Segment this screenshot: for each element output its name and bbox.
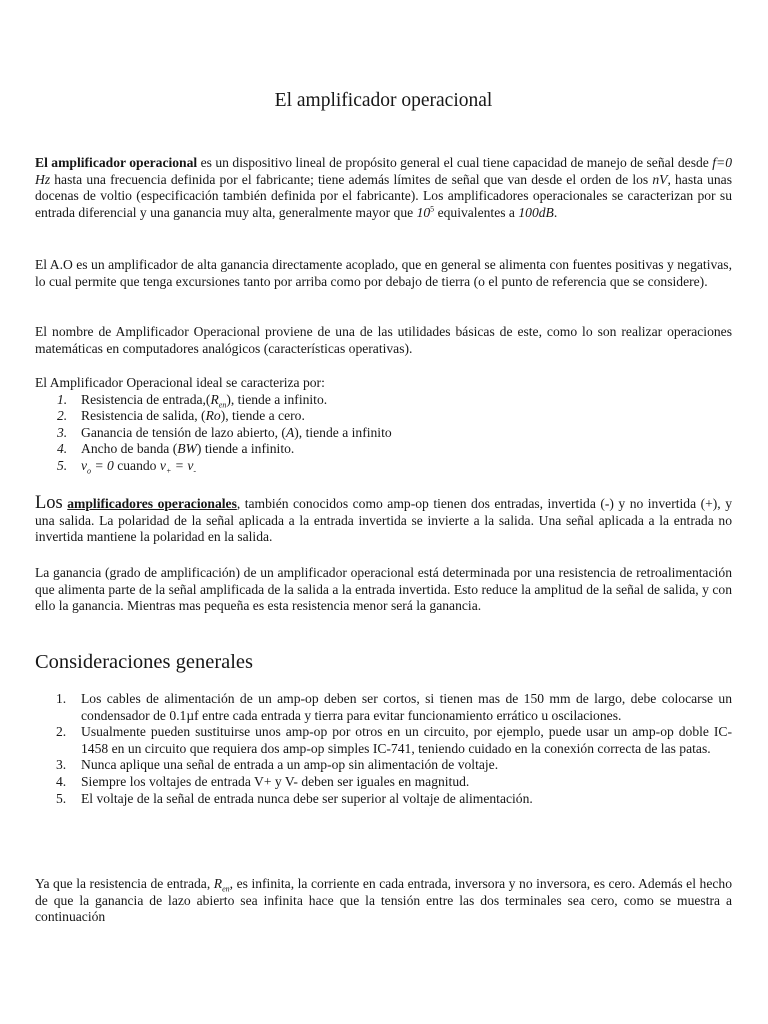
list-item xyxy=(35,757,732,774)
item-number: 2. xyxy=(57,408,68,424)
item-symbol: BW xyxy=(177,441,197,457)
eq-zero: = 0 xyxy=(91,457,114,473)
ideal-list xyxy=(35,392,732,475)
paragraph-ao: El A.O es un amplificador de alta ganancia directamente acoplado, que en general se alimenta con fuentes positivas y negativas, lo cual permite que tenga excursiones tanto por arriba como por debajo de tierra (o el punto de referencia que se considere). xyxy=(35,257,732,289)
paragraph-nombre: El nombre de Amplificador Operacional proviene de una de las utilidades básicas de este, como lo son realizar operaciones matemáticas en computadores analógicos (características operativas). xyxy=(35,324,732,356)
intro-power-exp: 5 xyxy=(430,204,435,214)
item-text: ), tiende a cero. xyxy=(220,408,305,424)
list-item xyxy=(35,441,732,458)
item-text: ) tiende a infinito. xyxy=(196,441,295,457)
item-number: 4. xyxy=(56,773,67,789)
res-symbol: R xyxy=(213,876,223,891)
item-number: 2. xyxy=(56,724,67,740)
ideal-intro: El Amplificador Operacional ideal se caracteriza por: xyxy=(35,375,325,390)
res-text-1: Ya que la resistencia de entrada, xyxy=(35,876,214,891)
item-number: 4. xyxy=(57,441,68,457)
intro-freq: f=0 Hz xyxy=(35,155,732,187)
item-number: 5. xyxy=(57,457,68,473)
item-text: Siempre los voltajes de entrada V+ y V- deben ser iguales en magnitud. xyxy=(81,773,470,789)
list-item xyxy=(35,791,732,808)
item-subscript: en xyxy=(218,400,227,410)
list-item xyxy=(35,691,732,724)
paragraph-intro xyxy=(35,155,732,221)
list-item xyxy=(35,724,732,757)
intro-text-5: . xyxy=(553,204,558,220)
list-item xyxy=(35,774,732,791)
item-symbol: Ro xyxy=(205,408,221,424)
eq-vminus: v xyxy=(187,457,194,473)
item-number: 3. xyxy=(57,424,68,440)
item-text: Nunca aplique una señal de entrada a un amp-op sin alimentación de voltaje. xyxy=(81,757,499,773)
list-item xyxy=(35,392,732,409)
intro-power-base: 10 xyxy=(416,204,431,220)
item-text: ), tiende a infinito xyxy=(294,424,392,440)
ideal-section xyxy=(35,375,732,475)
paragraph-los xyxy=(35,495,732,546)
item-text: ), tiende a infinito. xyxy=(226,391,328,407)
item-symbol: A xyxy=(285,424,295,440)
los-text: , también conocidos como amp-op tienen dos entradas, invertida (-) y no invertida (+), y una salida. La polaridad de la señal aplicada a la entrada invertida se invierte a la salida. Una señal aplicada a la entrada no invertida mantiene la polaridad en la salida. xyxy=(35,496,732,545)
list-item xyxy=(35,425,732,442)
item-number: 1. xyxy=(56,691,67,706)
list-item xyxy=(35,458,732,475)
list-item xyxy=(35,408,732,425)
intro-text-4: equivalentes a xyxy=(434,204,519,220)
intro-nv: nV xyxy=(652,171,668,187)
general-list xyxy=(35,691,732,807)
paragraph-ganancia: La ganancia (grado de amplificación) de un amplificador operacional está determinada por una resistencia de retroalimentación que alimenta parte de la señal amplificada de la salida a la entrada invertida. Esto reduce la amplitud de la señal de salida, y con ello la ganancia. Mientras mas pequeña es esta resistencia menor será la ganancia. xyxy=(35,565,732,614)
intro-text-3: , hasta unas docenas de voltio (especificación también definida por el fabricante). Los amplificadores operacionales se caracterizan por su entrada diferencial y una ganancia muy alta, generalmente mayor que xyxy=(35,171,733,220)
eq-vplus: v xyxy=(159,457,166,473)
intro-text-2: hasta una frecuencia definida por el fabricante; tiene además límites de señal que van desde el orden de los xyxy=(50,171,653,187)
eq-cuando: cuando xyxy=(113,457,160,473)
eq-equals: = xyxy=(171,457,188,473)
intro-text-1: es un dispositivo lineal de propósito general el cual tiene capacidad de manejo de señal desde xyxy=(197,155,713,170)
eq-v0-sub: o xyxy=(87,466,92,476)
paragraph-resistencia xyxy=(35,876,732,926)
item-number: 3. xyxy=(56,757,67,773)
item-number: 1. xyxy=(57,391,68,407)
item-number: 5. xyxy=(56,790,67,806)
res-text-2: , es infinita, la corriente en cada entrada, inversora y no inversora, es cero. Además el hecho de que la ganancia de lazo abierto sea infinita hace que la tensión entre las dos terminales sea cero, como se muestra a continuación xyxy=(35,876,732,925)
item-text: Ganancia de tensión de lazo abierto, ( xyxy=(81,424,286,440)
item-text: Usualmente pueden sustituirse unos amp-op por otros en un circuito, por ejemplo, puede usar un amp-op doble IC-1458 en un circuito que requiera dos amp-op simples IC-741, teniendo cuidado en la conexión correcta de las patas. xyxy=(81,724,732,756)
item-text: Ancho de banda ( xyxy=(81,441,178,457)
eq-vplus-sub: + xyxy=(165,466,172,476)
intro-db: 100dB xyxy=(518,204,554,220)
item-text: Resistencia de salida, ( xyxy=(81,408,206,424)
eq-v0: v xyxy=(81,457,88,473)
page-title: El amplificador operacional xyxy=(274,90,493,111)
res-subscript: en xyxy=(222,884,230,894)
item-text: Los cables de alimentación de un amp-op deben ser cortos, si tienen mas de 150 mm de largo, debe colocarse un condensador de 0.1µf entre cada entrada y tierra para evitar funcionamiento errático u oscilaciones. xyxy=(81,691,732,723)
item-text: El voltaje de la señal de entrada nunca debe ser superior al voltaje de alimentación. xyxy=(81,790,533,806)
eq-vminus-sub: - xyxy=(193,466,197,476)
item-text: Resistencia de entrada,( xyxy=(81,391,211,407)
section-heading: Consideraciones generales xyxy=(35,651,254,673)
los-word: Los xyxy=(35,493,63,513)
amplificadores-link[interactable]: amplificadores operacionales xyxy=(67,496,237,511)
item-symbol: R xyxy=(210,391,219,407)
intro-lead: El amplificador operacional xyxy=(35,155,198,170)
